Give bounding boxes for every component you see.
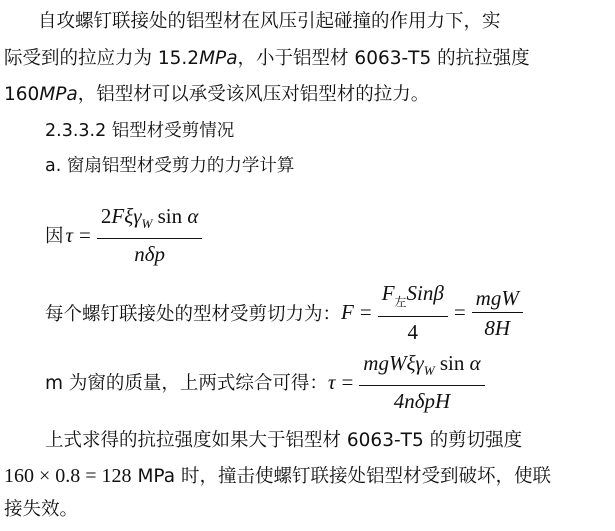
unit-mpa: MPa xyxy=(39,84,78,105)
formula1-bar xyxy=(97,238,203,239)
formula1-tau: τ xyxy=(65,222,74,247)
para2-expression: 160 × 0.8 = 128 xyxy=(4,465,132,487)
para2-line1-text: 上式求得的抗拉强度如果大于铝型材 6063-T5 的剪切强度 xyxy=(45,430,523,451)
formula1-equals: = xyxy=(79,222,91,247)
formula-3 xyxy=(45,350,485,414)
para2-line2 xyxy=(4,464,551,489)
formula2-prefix: 每个螺钉联接处的型材受剪切力为： xyxy=(45,303,342,325)
para1-line3-a: 160 xyxy=(4,84,40,105)
section-subheading-text: a. 窗扇铝型材受剪力的力学计算 xyxy=(45,156,295,176)
formula-1 xyxy=(45,203,202,267)
formula2-equals-1: = xyxy=(359,300,372,325)
formula3-prefix: m 为窗的质量，上两式综合可得： xyxy=(45,373,328,395)
unit-mpa: MPa xyxy=(199,48,238,69)
formula3-denominator: 4nδpH xyxy=(393,389,451,414)
formula3-equals: = xyxy=(341,369,354,394)
formula2-equals-2: = xyxy=(453,300,466,325)
formula3-numerator: mgWξγ$_W$ sin α xyxy=(363,351,481,378)
formula3-fraction xyxy=(359,350,484,414)
formula1-prefix: 因 xyxy=(45,226,64,248)
para2-line3 xyxy=(4,498,78,522)
formula1-fraction xyxy=(97,203,203,267)
formula2-denominator-1: 4 xyxy=(407,320,418,345)
formula2-fraction-1 xyxy=(378,280,448,345)
formula2-fraction-2 xyxy=(472,285,523,341)
formula2-numerator-2: mgW xyxy=(475,285,519,310)
formula2-numerator-1: $F_左Sin\beta$ xyxy=(381,281,444,309)
formula-2 xyxy=(45,280,523,345)
formula1-denominator: nδp xyxy=(134,242,166,267)
para1-line2 xyxy=(4,47,530,71)
formula2-bar-1 xyxy=(378,316,448,317)
formula3-tau: τ xyxy=(327,369,336,394)
para1-line2-b: ，小于铝型材 6063-T5 的抗拉强度 xyxy=(237,48,530,69)
formula2-bar-2 xyxy=(472,312,523,313)
para1-line1 xyxy=(38,10,501,34)
para2-line3-text: 接失效。 xyxy=(4,499,79,520)
section-heading-text: 2.3.3.2 铝型材受剪情况 xyxy=(45,121,235,141)
formula1-numerator: 2Fξγ$_W$ sin α xyxy=(100,204,199,231)
section-subheading xyxy=(45,154,294,178)
section-heading xyxy=(45,119,234,143)
para1-line1-text: 自攻螺钉联接处的铝型材在风压引起碰撞的作用力下，实 xyxy=(38,11,501,32)
para2-line1 xyxy=(45,429,522,453)
formula2-denominator-2: 8H xyxy=(484,315,511,340)
para2-line2-text: MPa 时，撞击使螺钉联接处铝型材受到破坏，使联 xyxy=(131,466,551,487)
para1-line3 xyxy=(4,83,429,107)
para1-line2-a: 际受到的拉应力为 15.2 xyxy=(4,48,200,69)
formula3-bar xyxy=(359,385,484,386)
para1-line3-b: ，铝型材可以承受该风压对铝型材的拉力。 xyxy=(77,84,430,105)
formula2-F: F xyxy=(341,300,354,325)
